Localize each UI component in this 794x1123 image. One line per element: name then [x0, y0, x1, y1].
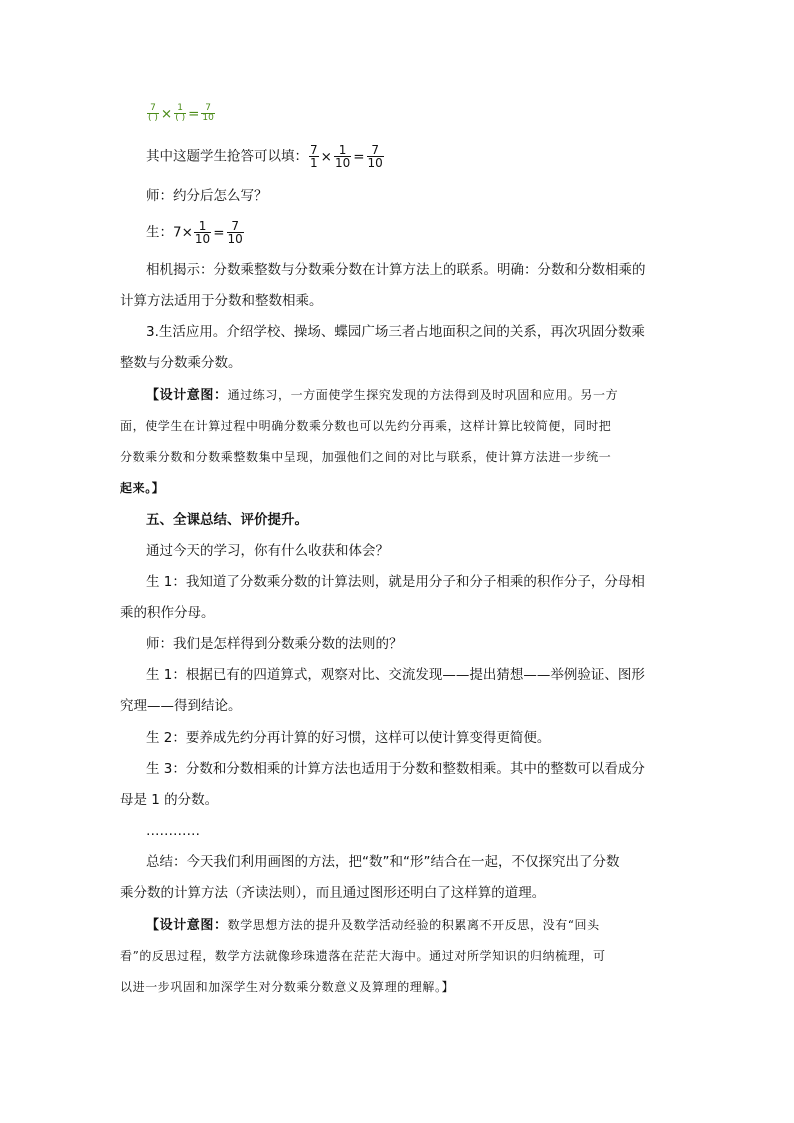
denominator: 10: [334, 156, 351, 170]
denominator: 10: [202, 113, 214, 123]
fraction: [309, 144, 319, 169]
equals-sign: =: [213, 224, 225, 241]
paragraph-reflection-question: 通过今天的学习，你有什么收获和体会？: [146, 543, 389, 559]
paragraph-summary-line-1: 总结：今天我们利用画图的方法，把“数”和“形”结合在一起，不仅探究出了分数: [146, 854, 620, 870]
design-intent-1-line-3: 分数乘分数和分数乘整数集中呈现，加强他们之间的对比与联系，使计算方法进一步统一: [120, 450, 612, 464]
numerator: 1: [198, 219, 207, 233]
paragraph-student1-line-1: 生 1：我知道了分数乘分数的计算法则，就是用分子和分子相乘的积作分子，分母相: [146, 574, 645, 590]
paragraph-reveal-line-2: 计算方法适用于分数和整数相乘。: [120, 293, 323, 309]
paragraph-student3-line-1: 生 3：分数和分数相乘的计算方法也适用于分数和整数相乘。其中的整数可以看成分: [146, 761, 645, 777]
fraction: [174, 104, 186, 123]
section-heading: 五、全课总结、评价提升。: [146, 512, 308, 528]
fraction: [227, 220, 244, 245]
denominator: ( ): [175, 113, 186, 123]
paragraph-teacher-question-2: 师：我们是怎样得到分数乘分数的法则的？: [146, 636, 403, 652]
paragraph-text: 其中这题学生抢答可以填：: [146, 148, 308, 165]
paragraph-teacher-question: 师：约分后怎么写？: [146, 188, 268, 204]
paragraph-application-line-1: 3.生活应用。介绍学校、操场、蝶园广场三者占地面积之间的关系，再次巩固分数乘: [146, 324, 645, 340]
numerator: 1: [338, 143, 347, 157]
denominator: ( ): [148, 113, 158, 123]
design-intent-2-line-3: 以进一步巩固和加深学生对分数乘分数意义及算理的理解。】: [120, 980, 455, 994]
design-intent-heading: 【设计意图：: [146, 388, 228, 403]
paragraph-student1-line-2: 乘的积作分母。: [120, 605, 215, 621]
fraction: [367, 144, 384, 169]
denominator: 10: [367, 156, 383, 170]
ellipsis: …………: [146, 823, 200, 839]
denominator: 10: [194, 232, 211, 246]
operator: ×: [160, 105, 173, 122]
design-intent-text: 数学思想方法的提升及数学活动经验的积累离不开反思，没有“回头: [227, 918, 600, 932]
equals-sign: =: [353, 148, 365, 165]
paragraph-application-line-2: 整数与分数乘分数。: [120, 355, 242, 371]
design-intent-2-line-2: 看”的反思过程，数学方法就像珍珠遗落在茫茫大海中。通过对所学知识的归纳梳理，可: [120, 949, 606, 963]
numerator: 7: [205, 103, 211, 113]
design-intent-text: 通过练习，一方面使学生探究发现的方法得到及时巩固和应用。另一方: [227, 388, 619, 402]
numerator: 7: [371, 143, 379, 157]
fraction: [194, 220, 211, 245]
paragraph-student1b-line-2: 究理——得到结论。: [120, 698, 242, 714]
paragraph-student3-line-2: 母是 1 的分数。: [120, 792, 219, 808]
design-intent-1-line-2: 面，使学生在计算过程中明确分数乘分数也可以先约分再乘，这样计算比较简便，同时把: [120, 419, 612, 433]
paragraph-student1b-line-1: 生 1：根据已有的四道算式，观察对比、交流发现——提出猜想——举例验证、图形: [146, 667, 645, 683]
numerator: 1: [177, 103, 184, 113]
paragraph-student-answer: [146, 220, 245, 245]
operator: ×: [320, 148, 332, 165]
fraction: [201, 104, 214, 123]
equals-sign: =: [188, 105, 200, 122]
fraction: [334, 144, 351, 169]
numerator: 7: [231, 219, 239, 233]
denominator: 10: [227, 232, 243, 246]
denominator: 1: [310, 156, 318, 170]
formula-top: [146, 104, 216, 123]
design-intent-2-line-1: [146, 916, 600, 935]
fraction: [147, 104, 159, 123]
design-intent-heading: 【设计意图：: [146, 918, 228, 933]
paragraph-quick-answer: [146, 144, 385, 169]
paragraph-summary-line-2: 乘分数的计算方法（齐读法则），而且通过图形还明白了这样算的道理。: [120, 885, 546, 901]
paragraph-text: 生：7×: [146, 224, 193, 241]
numerator: 7: [150, 103, 156, 113]
numerator: 7: [310, 143, 318, 157]
design-intent-1-line-4: 起来。】: [120, 481, 165, 495]
paragraph-reveal-line-1: 相机揭示：分数乘整数与分数乘分数在计算方法上的联系。明确：分数和分数相乘的: [146, 262, 646, 278]
paragraph-student2: 生 2：要养成先约分再计算的好习惯，这样可以使计算变得更简便。: [146, 730, 551, 746]
design-intent-1-line-1: [146, 386, 618, 405]
